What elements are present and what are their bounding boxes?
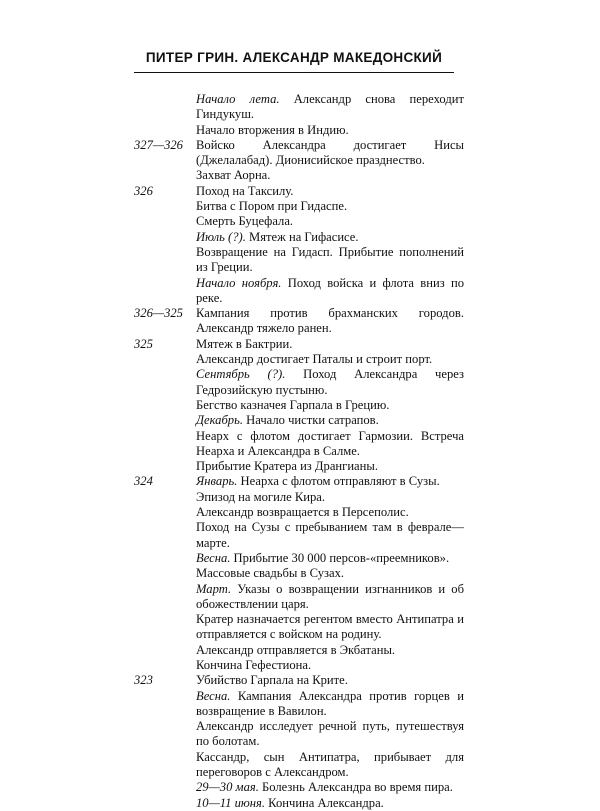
year-label: 327—326 <box>134 137 183 152</box>
event-entry <box>196 306 464 337</box>
event-entry <box>196 276 464 307</box>
event-entry <box>196 780 464 795</box>
event-text: Массовые свадьбы в Сузах. <box>196 566 345 581</box>
event-entry <box>196 413 464 428</box>
event-entry <box>196 612 464 643</box>
event-entry <box>196 750 464 781</box>
event-text: Начало чистки сатрапов. <box>243 413 379 428</box>
event-text: Неарх с флотом достигает Гармозии. Встреча Неарха и Александра в Салме. <box>196 428 464 458</box>
event-entry <box>196 168 464 183</box>
event-text: Возвращение на Гидасп. Прибытие пополнений из Греции. <box>196 244 464 275</box>
event-text: Поход на Сузы с пребыванием там в феврале—марте. <box>196 520 464 550</box>
event-entry <box>196 245 464 276</box>
event-list <box>196 184 464 306</box>
event-text: Войско Александра достигает Нисы (Джелалабад). Дионисийское празднество. <box>196 137 464 168</box>
chronology-row <box>134 474 464 673</box>
event-date: Весна. <box>196 688 231 703</box>
event-entry <box>196 520 464 551</box>
event-text: Эпизод на могиле Кира. <box>196 489 326 504</box>
event-text: Александр исследует речной путь, путешествуя по болотам. <box>196 719 464 749</box>
running-header: ПИТЕР ГРИН. АЛЕКСАНДР МАКЕДОНСКИЙ <box>145 50 443 65</box>
header-rule <box>134 72 454 73</box>
event-entry <box>196 429 464 460</box>
event-entry <box>196 367 464 398</box>
event-text: Мятеж в Бактрии. <box>196 336 293 351</box>
event-list <box>196 306 464 337</box>
event-entry <box>196 230 464 245</box>
year-label: 324 <box>134 474 153 489</box>
year-label: 323 <box>134 673 153 688</box>
event-entry <box>196 199 464 214</box>
chronology-row <box>134 92 464 138</box>
event-text: Александр достигает Паталы и строит порт. <box>196 352 433 367</box>
chronology-row <box>134 138 464 184</box>
event-entry <box>196 138 464 169</box>
event-text: Кончина Александра. <box>265 795 384 810</box>
chronology-table <box>134 92 464 811</box>
event-text: Убийство Гарпала на Крите. <box>196 673 348 688</box>
event-text: Указы о возвращении изгнанников и об обожествлении царя. <box>196 581 464 611</box>
event-entry <box>196 337 464 352</box>
chronology-row <box>134 306 464 337</box>
event-text: Мятеж на Гифасисе. <box>245 229 359 244</box>
year-label: 325 <box>134 336 153 351</box>
event-text: Неарха с флотом отправляют в Сузы. <box>237 474 440 489</box>
event-entry <box>196 123 464 138</box>
event-entry <box>196 352 464 367</box>
event-entry <box>196 474 464 489</box>
event-date: Январь. <box>196 474 238 489</box>
event-list <box>196 673 464 811</box>
event-text: Кампания против брахманских городов. Александр тяжело ранен. <box>196 306 464 336</box>
event-list <box>196 474 464 673</box>
event-entry <box>196 658 464 673</box>
event-entry <box>196 582 464 613</box>
chronology-row <box>134 337 464 475</box>
event-entry <box>196 719 464 750</box>
event-date: Начало ноября. <box>196 275 282 290</box>
event-list <box>196 337 464 475</box>
event-text: Поход Александра через Гедрозийскую пустыню. <box>196 367 464 397</box>
event-text: Начало вторжения в Индию. <box>196 122 349 137</box>
event-text: Болезнь Александра во время пира. <box>258 780 453 795</box>
event-text: Александр отправляется в Экбатаны. <box>196 642 396 657</box>
event-date: Начало лета. <box>196 92 280 106</box>
event-entry <box>196 505 464 520</box>
event-entry <box>196 490 464 505</box>
event-text: Кампания Александра против горцев и возвращение в Вавилон. <box>196 688 464 718</box>
event-date: Сентябрь (?). <box>196 367 286 382</box>
chronology-row <box>134 673 464 811</box>
event-entry <box>196 459 464 474</box>
event-text: Кратер назначается регентом вместо Антипатра и отправляется с войском на родину. <box>196 612 464 642</box>
event-entry <box>196 566 464 581</box>
event-text: Кассандр, сын Антипатра, прибывает для переговоров с Александром. <box>196 749 464 780</box>
event-text: Прибытие 30 000 персов-«преемников». <box>230 550 450 565</box>
event-date: Весна. <box>196 550 231 565</box>
event-text: Кончина Гефестиона. <box>196 657 312 672</box>
event-text: Смерть Буцефала. <box>196 214 294 229</box>
event-text: Александр возвращается в Персеполис. <box>196 505 409 520</box>
event-text: Бегство казначея Гарпала в Грецию. <box>196 397 390 412</box>
event-text: Александр снова переходит Гиндукуш. <box>196 92 464 122</box>
event-entry <box>196 551 464 566</box>
event-text: Поход войска и флота вниз по реке. <box>196 275 464 305</box>
event-entry <box>196 796 464 811</box>
event-list <box>196 92 464 138</box>
chronology-row <box>134 184 464 306</box>
event-list <box>196 138 464 184</box>
event-entry <box>196 643 464 658</box>
event-entry <box>196 689 464 720</box>
event-entry <box>196 398 464 413</box>
event-text: Поход на Таксилу. <box>196 183 294 198</box>
event-entry <box>196 92 464 123</box>
event-text: Захват Аорна. <box>196 168 271 183</box>
event-date: Декабрь. <box>196 413 243 428</box>
event-date: Июль (?). <box>196 229 246 244</box>
event-date: 29—30 мая. <box>196 780 259 795</box>
year-label: 326—325 <box>134 306 183 321</box>
event-entry <box>196 673 464 688</box>
event-date: Март. <box>196 581 232 596</box>
event-entry <box>196 184 464 199</box>
event-entry <box>196 214 464 229</box>
event-text: Прибытие Кратера из Дрангианы. <box>196 459 378 474</box>
event-text: Битва с Пором при Гидаспе. <box>196 199 348 214</box>
year-label: 326 <box>134 183 153 198</box>
event-date: 10—11 июня. <box>196 795 266 810</box>
